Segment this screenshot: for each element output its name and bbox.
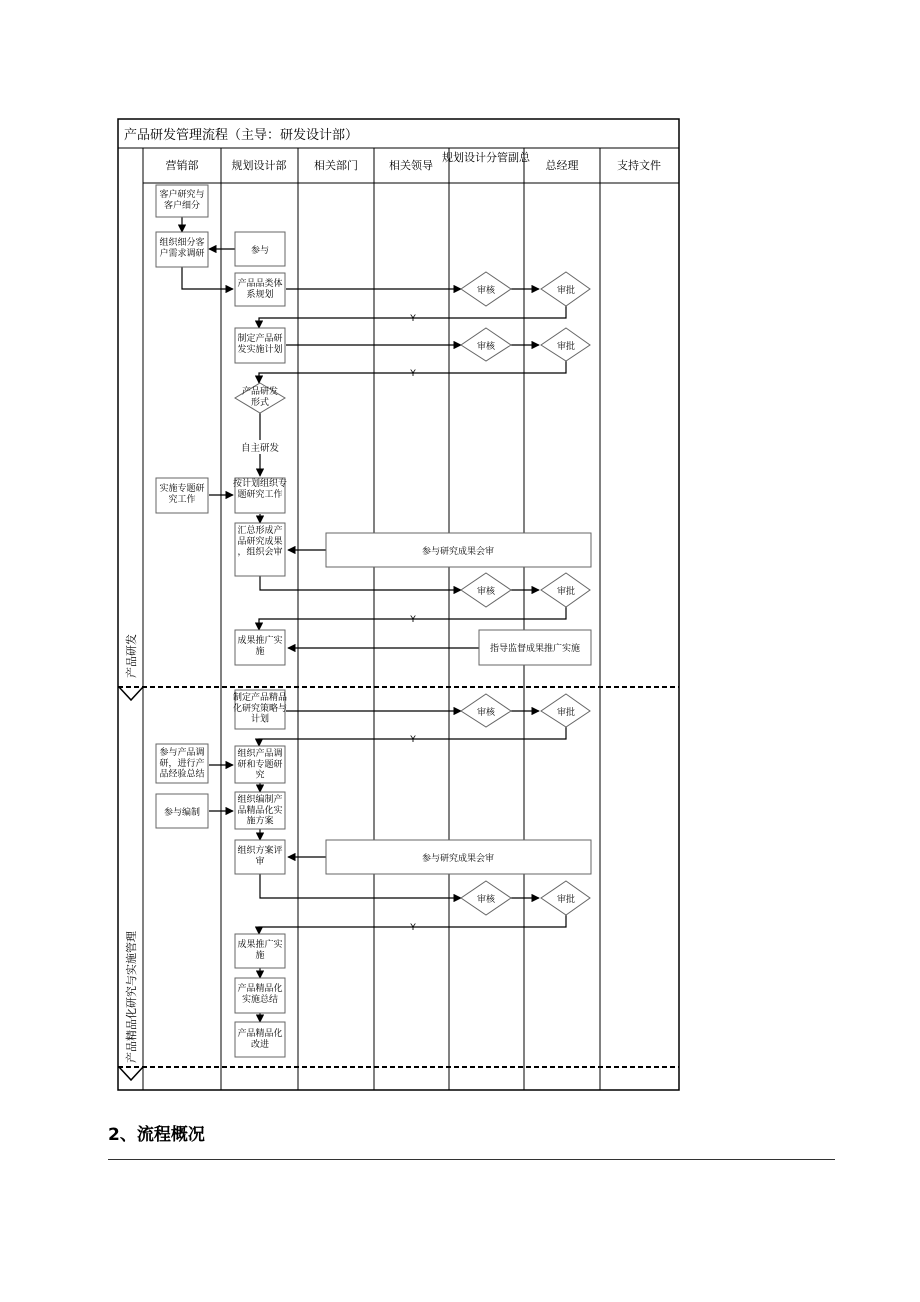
- phase-label: 产品研发: [125, 634, 138, 678]
- org-topic-box: [233, 477, 287, 513]
- org-compile-box: [235, 792, 285, 829]
- refine-summary-box: [235, 978, 285, 1013]
- review-diamond: [461, 328, 511, 361]
- svg-text:实施专题研究工作: 实施专题研究工作: [159, 484, 205, 505]
- phase-label: 产品精品化研究与实施管理: [125, 931, 138, 1063]
- svg-text:组织细分客户需求调研: 组织细分客户需求调研: [159, 238, 205, 259]
- section-heading: 2、流程概况: [108, 1125, 205, 1145]
- org-plan-review-box: [235, 840, 285, 874]
- column-header: 规划设计分管副总: [442, 151, 530, 164]
- summarize-box: [235, 523, 285, 576]
- approve-diamond: [541, 881, 590, 915]
- svg-text:按计划组织专题研究工作: 按计划组织专题研究工作: [232, 479, 288, 500]
- participate-survey-box: [156, 744, 208, 783]
- yes-label: Y: [410, 923, 416, 933]
- svg-text:制定产品研发实施计划: 制定产品研发实施计划: [237, 334, 283, 355]
- svg-text:审批: 审批: [556, 587, 576, 597]
- refine-plan-box: [233, 690, 287, 729]
- approve-diamond: [541, 694, 590, 727]
- column-header: 相关部门: [314, 159, 358, 172]
- review-diamond: [461, 573, 511, 607]
- svg-text:审批: 审批: [556, 342, 576, 352]
- svg-text:成果推广实施: 成果推广实施: [237, 940, 283, 961]
- column-header: 规划设计部: [231, 159, 287, 172]
- svg-text:审核: 审核: [476, 342, 496, 352]
- join-review-box: [326, 840, 591, 874]
- promote-box: [235, 934, 285, 968]
- svg-text:审核: 审核: [476, 286, 496, 296]
- svg-text:审核: 审核: [476, 895, 496, 905]
- column-header: 相关领导: [389, 159, 433, 172]
- svg-text:组织产品调研和专题研究: 组织产品调研和专题研究: [237, 749, 283, 781]
- review-diamond: [461, 881, 511, 915]
- phase-chevron: [119, 687, 143, 700]
- organize-survey-box: [156, 232, 208, 267]
- customer-research-box: [156, 185, 208, 217]
- svg-text:产品品类体系规划: 产品品类体系规划: [237, 279, 283, 300]
- svg-text:审批: 审批: [556, 895, 576, 905]
- phase-chevron: [119, 1067, 143, 1080]
- approve-diamond: [541, 328, 590, 361]
- review-diamond: [461, 272, 511, 306]
- promote-box: [235, 630, 285, 665]
- participate-compile-box: [156, 794, 208, 828]
- dev-form-diamond: [235, 383, 285, 413]
- participate-box: [235, 232, 285, 266]
- approve-diamond: [541, 573, 590, 607]
- yes-label: Y: [410, 735, 416, 745]
- svg-text:指导监督成果推广实施: 指导监督成果推广实施: [489, 644, 581, 654]
- svg-text:成果推广实施: 成果推广实施: [237, 636, 283, 657]
- diagram-title: 产品研发管理流程（主导：研发设计部）: [124, 128, 359, 143]
- svg-text:审核: 审核: [476, 587, 496, 597]
- svg-text:组织编制产品精品化实施方案: 组织编制产品精品化实施方案: [237, 795, 283, 827]
- svg-text:产品精品化实施总结: 产品精品化实施总结: [237, 984, 283, 1005]
- svg-text:审核: 审核: [476, 708, 496, 718]
- self-dev-label: 自主研发: [240, 443, 280, 454]
- svg-text:汇总形成产品研究成果，组织会审: 汇总形成产品研究成果，组织会审: [237, 526, 283, 558]
- svg-text:参与研究成果会审: 参与研究成果会审: [421, 854, 495, 864]
- guide-promote-box: [479, 630, 591, 665]
- column-header: 总经理: [545, 159, 579, 172]
- column-header: 支持文件: [617, 159, 661, 172]
- svg-text:组织方案评审: 组织方案评审: [237, 846, 283, 867]
- join-review-box: [326, 533, 591, 567]
- svg-text:客户研究与客户细分: 客户研究与客户细分: [159, 190, 205, 211]
- make-plan-box: [235, 328, 285, 363]
- svg-text:参与编制: 参与编制: [163, 808, 201, 818]
- section-divider: [108, 1159, 835, 1160]
- svg-text:审批: 审批: [556, 708, 576, 718]
- org-refine-survey-box: [235, 746, 285, 783]
- yes-label: Y: [410, 369, 416, 379]
- topic-work-box: [156, 478, 208, 513]
- svg-text:参与产品调研，进行产品经验总结: 参与产品调研，进行产品经验总结: [159, 748, 205, 780]
- yes-label: Y: [410, 314, 416, 324]
- column-header: 营销部: [165, 159, 199, 172]
- svg-text:参与研究成果会审: 参与研究成果会审: [421, 547, 495, 557]
- svg-text:审批: 审批: [556, 286, 576, 296]
- column-headers: [166, 150, 662, 172]
- yes-label: Y: [410, 615, 416, 625]
- approve-diamond: [541, 272, 590, 306]
- svg-text:产品研发形式: 产品研发形式: [241, 387, 279, 408]
- category-plan-box: [235, 273, 285, 306]
- svg-text:产品精品化改进: 产品精品化改进: [237, 1029, 283, 1050]
- refine-improve-box: [235, 1022, 285, 1057]
- svg-text:参与: 参与: [250, 246, 270, 256]
- review-diamond: [461, 694, 511, 727]
- svg-text:制定产品精品化研究策略与计划: 制定产品精品化研究策略与计划: [232, 693, 288, 725]
